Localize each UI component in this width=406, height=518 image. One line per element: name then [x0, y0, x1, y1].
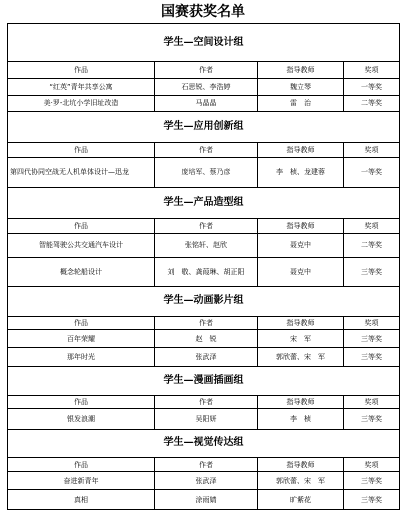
header-work: 作品	[8, 62, 155, 79]
cell-award: 三等奖	[344, 409, 400, 430]
column-header-row	[8, 457, 400, 472]
section-title: 学生—应用创新组	[8, 112, 400, 143]
section-header-row	[8, 188, 400, 219]
section-header-row	[8, 112, 400, 143]
section-title: 学生—漫画插画组	[8, 366, 400, 395]
table-row	[8, 472, 400, 490]
cell-work: 美·罗-北坑小学旧址改造	[8, 95, 155, 112]
cell-author: 张武泽	[155, 347, 258, 366]
table-row	[8, 157, 400, 187]
table-row	[8, 490, 400, 510]
header-teacher: 指导教师	[258, 143, 344, 158]
cell-teacher: 李 桢、龙建蓉	[258, 157, 344, 187]
column-header-row	[8, 395, 400, 409]
column-header-row	[8, 143, 400, 158]
cell-award: 二等奖	[344, 95, 400, 112]
header-teacher: 指导教师	[258, 219, 344, 234]
cell-author: 石思锐、李浩婷	[155, 79, 258, 96]
section-header-row	[8, 286, 400, 316]
page-title: 国赛获奖名单	[161, 4, 245, 20]
section-header-row	[8, 366, 400, 395]
cell-author: 吴阳妍	[155, 409, 258, 430]
header-award: 奖项	[344, 143, 400, 158]
section-title: 学生—动画影片组	[8, 286, 400, 316]
cell-award: 三等奖	[344, 490, 400, 510]
table-row	[8, 79, 400, 96]
cell-award: 二等奖	[344, 233, 400, 257]
section-title: 学生—产品造型组	[8, 188, 400, 219]
header-work: 作品	[8, 316, 155, 330]
cell-teacher: 聂克中	[258, 257, 344, 286]
header-teacher: 指导教师	[258, 457, 344, 472]
cell-author: 涂雨婧	[155, 490, 258, 510]
cell-work: 第四代协同空战无人机单体设计—迅龙	[8, 157, 155, 187]
header-work: 作品	[8, 143, 155, 158]
header-teacher: 指导教师	[258, 395, 344, 409]
award-table	[7, 23, 400, 510]
cell-award: 三等奖	[344, 472, 400, 490]
cell-work: 百年荣耀	[8, 330, 155, 348]
header-work: 作品	[8, 395, 155, 409]
header-award: 奖项	[344, 395, 400, 409]
header-work: 作品	[8, 219, 155, 234]
cell-teacher: 李 桢	[258, 409, 344, 430]
table-row	[8, 347, 400, 366]
cell-work: 银发浪潮	[8, 409, 155, 430]
header-author: 作者	[155, 395, 258, 409]
table-row	[8, 409, 400, 430]
header-award: 奖项	[344, 457, 400, 472]
cell-award: 三等奖	[344, 257, 400, 286]
header-teacher: 指导教师	[258, 62, 344, 79]
cell-award: 一等奖	[344, 157, 400, 187]
section-title: 学生—空间设计组	[8, 24, 400, 62]
cell-teacher: 魏立琴	[258, 79, 344, 96]
cell-work: 奋进新青年	[8, 472, 155, 490]
column-header-row	[8, 316, 400, 330]
table-row	[8, 95, 400, 112]
header-teacher: 指导教师	[258, 316, 344, 330]
column-header-row	[8, 219, 400, 234]
table-row	[8, 257, 400, 286]
cell-teacher: 雷 治	[258, 95, 344, 112]
table-row	[8, 330, 400, 348]
header-author: 作者	[155, 143, 258, 158]
cell-award: 一等奖	[344, 79, 400, 96]
cell-work: 智能驾驶公共交通汽车设计	[8, 233, 155, 257]
header-award: 奖项	[344, 316, 400, 330]
cell-author: 张武泽	[155, 472, 258, 490]
header-award: 奖项	[344, 219, 400, 234]
header-author: 作者	[155, 316, 258, 330]
header-work: 作品	[8, 457, 155, 472]
cell-teacher: 旷紫花	[258, 490, 344, 510]
header-author: 作者	[155, 457, 258, 472]
cell-teacher: 宋 军	[258, 330, 344, 348]
cell-teacher: 聂克中	[258, 233, 344, 257]
cell-work: 概念轮船设计	[8, 257, 155, 286]
section-header-row	[8, 429, 400, 457]
header-author: 作者	[155, 219, 258, 234]
cell-author: 刘 敬、龚葭琳、胡正阳	[155, 257, 258, 286]
cell-author: 马晶晶	[155, 95, 258, 112]
cell-author: 张铭轩、赵欣	[155, 233, 258, 257]
table-row	[8, 233, 400, 257]
section-title: 学生—视觉传达组	[8, 429, 400, 457]
cell-work: 那年时光	[8, 347, 155, 366]
cell-work: “红英”青年共享公寓	[8, 79, 155, 96]
column-header-row	[8, 62, 400, 79]
cell-author: 庞培军、蔡乃彦	[155, 157, 258, 187]
cell-author: 赵 锐	[155, 330, 258, 348]
cell-teacher: 郭欣蕾、宋 军	[258, 347, 344, 366]
cell-work: 真相	[8, 490, 155, 510]
cell-award: 三等奖	[344, 330, 400, 348]
cell-teacher: 郭欣蕾、宋 军	[258, 472, 344, 490]
header-award: 奖项	[344, 62, 400, 79]
section-header-row	[8, 24, 400, 62]
header-author: 作者	[155, 62, 258, 79]
cell-award: 三等奖	[344, 347, 400, 366]
